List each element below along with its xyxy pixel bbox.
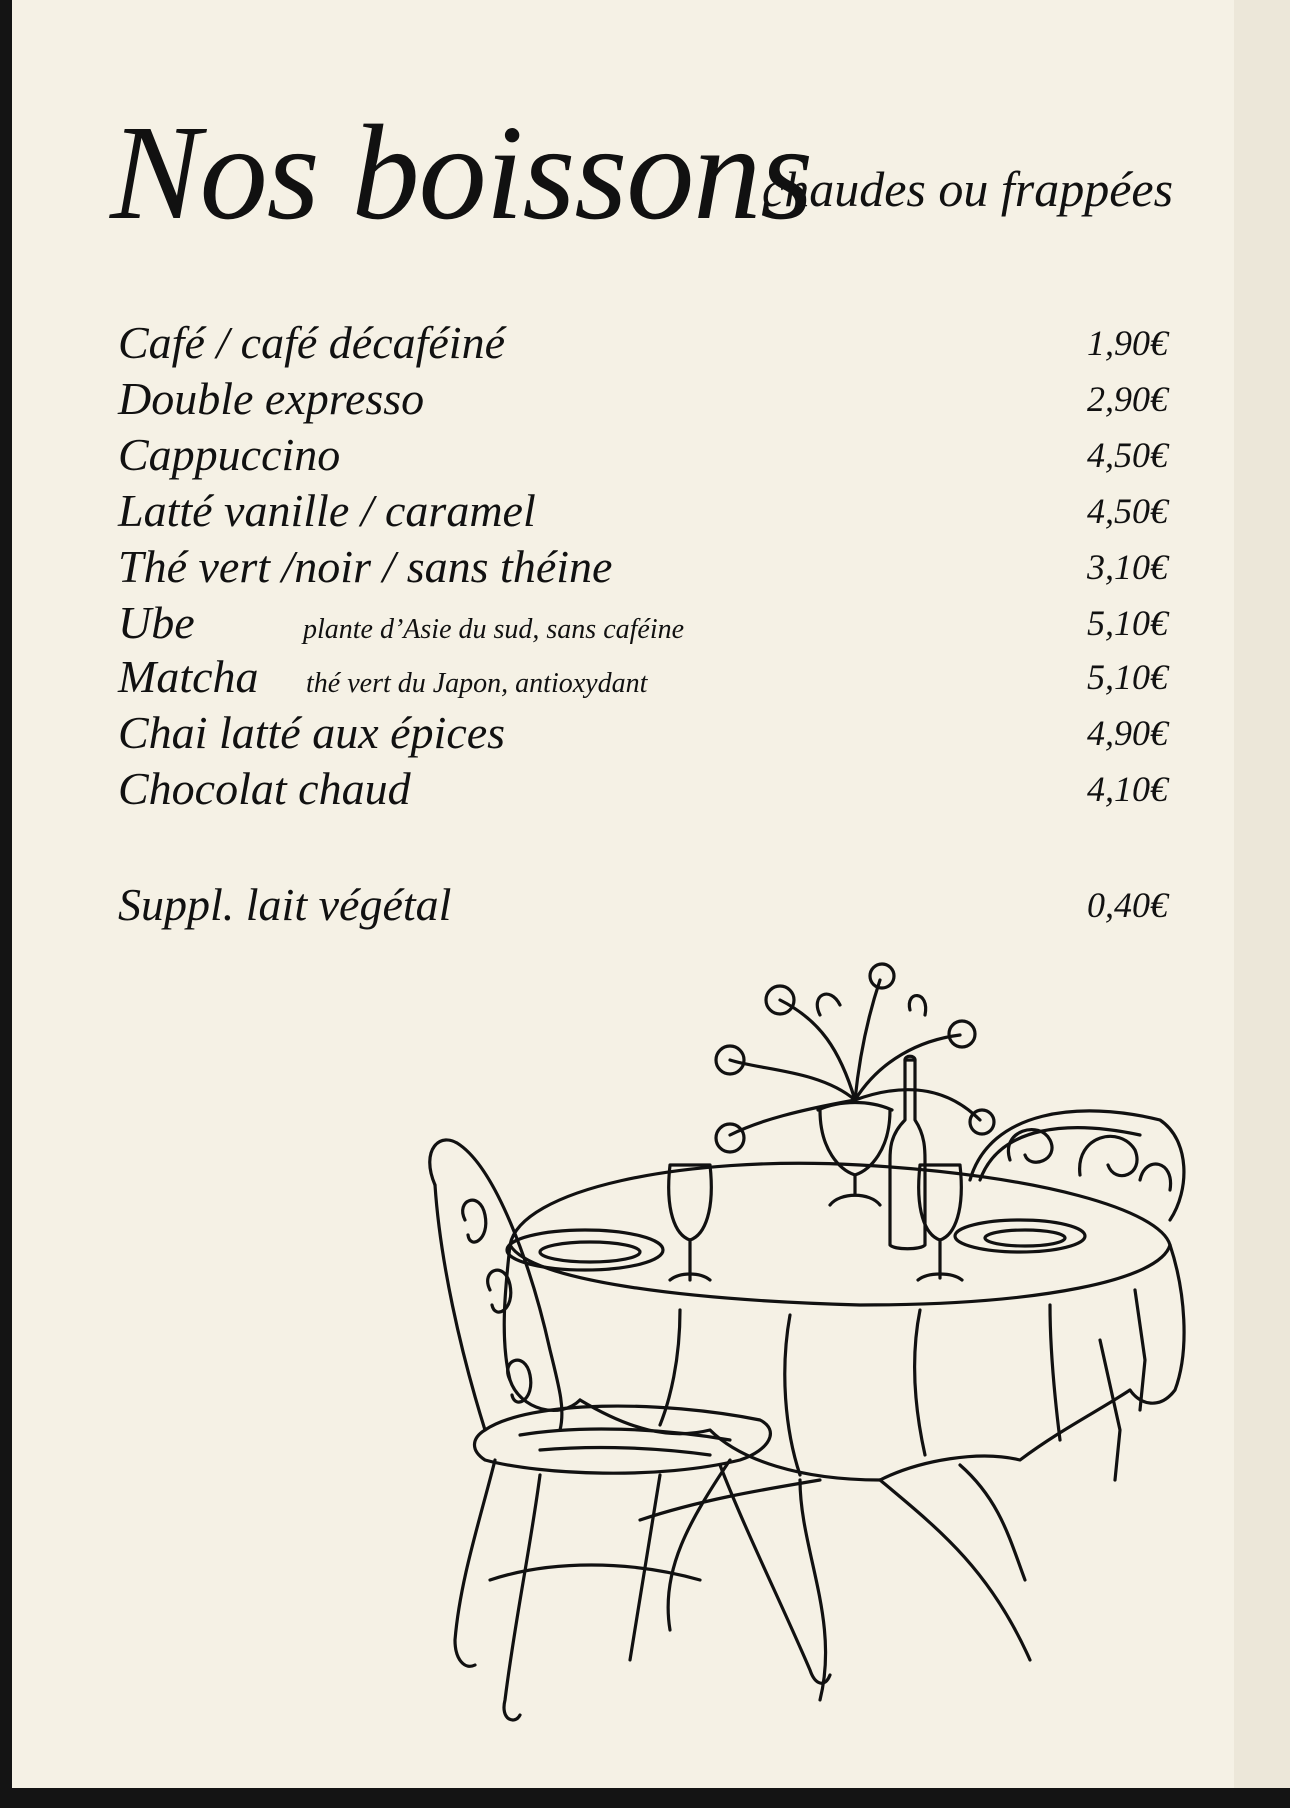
front-chair-icon [430, 1140, 830, 1720]
menu-item-price: 2,90€ [1087, 379, 1168, 419]
supplement-row [118, 880, 1168, 936]
menu-item [118, 598, 1168, 654]
menu-item-description: plante d’Asie du sud, sans caféine [303, 614, 685, 645]
menu-item [118, 764, 1168, 820]
menu-item [118, 430, 1168, 486]
supplement-price: 0,40€ [1087, 885, 1168, 925]
menu-item [118, 542, 1168, 598]
bistro-table-drawing [400, 960, 1200, 1760]
frame-edge-left [0, 0, 12, 1808]
menu-item [118, 486, 1168, 542]
menu-item-price: 4,50€ [1087, 435, 1168, 475]
menu-item-price: 3,10€ [1087, 547, 1168, 587]
menu-item [118, 374, 1168, 430]
frame-edge-right [1234, 0, 1290, 1788]
menu-item-name: Chai latté aux épices [118, 707, 506, 758]
menu-item [118, 318, 1168, 374]
menu-item-price: 4,10€ [1087, 769, 1168, 809]
menu-item-name: Latté vanille / caramel [118, 485, 536, 536]
menu-item [118, 652, 1168, 708]
menu-item-name: Double expresso [118, 373, 425, 424]
menu-item-name: Chocolat chaud [118, 763, 411, 814]
menu-item [118, 708, 1168, 764]
menu-item-price: 4,50€ [1087, 491, 1168, 531]
title-main: Nos boissons [110, 98, 813, 248]
bistro-table-illustration [400, 960, 1200, 1760]
back-chair-icon [970, 1111, 1184, 1480]
menu-item-name: Café / café décaféiné [118, 317, 506, 368]
flower-vase-icon [716, 964, 994, 1205]
menu-item-price: 4,90€ [1087, 713, 1168, 753]
menu-item-price: 5,10€ [1087, 603, 1168, 643]
supplement-name: Suppl. lait végétal [118, 879, 452, 930]
title-subtitle: chaudes ou frappées [762, 161, 1174, 217]
menu-item-description: thé vert du Japon, antioxydant [306, 668, 648, 699]
menu-item-name: Cappuccino [118, 429, 341, 480]
menu-item-name: Ube [118, 597, 195, 648]
frame-edge-bottom [0, 1788, 1290, 1808]
menu-item-price: 5,10€ [1087, 657, 1168, 697]
menu-item-price: 1,90€ [1087, 323, 1168, 363]
page-title [110, 98, 813, 248]
menu-item-name: Thé vert /noir / sans théine [118, 541, 613, 592]
menu-item-name: Matcha [118, 651, 259, 702]
